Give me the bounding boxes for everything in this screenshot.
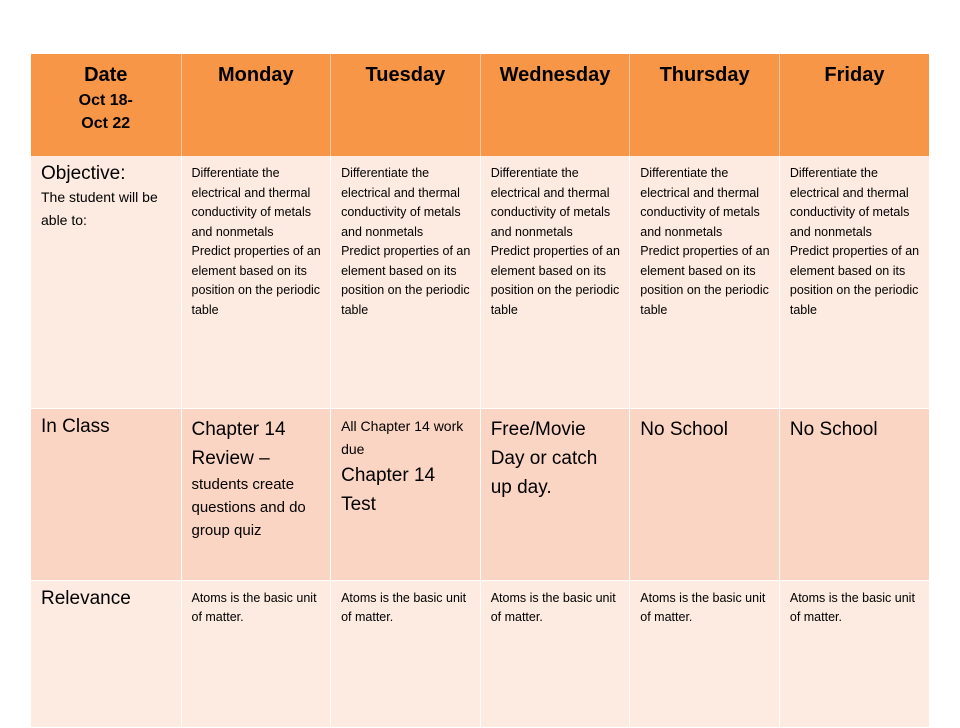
monday-activity-title: Chapter 14 Review – [191, 419, 286, 469]
in-class-label: In Class [41, 416, 110, 437]
objective-text-2: Predict properties of an element based on its position on the periodic table [341, 244, 471, 317]
lesson-plan-table [31, 54, 929, 728]
in-class-row [31, 409, 929, 581]
relevance-cell-monday [181, 581, 331, 728]
relevance-text: Atoms is the basic unit of matter. [640, 591, 766, 624]
objective-text-2: Predict properties of an element based on its position on the periodic table [789, 244, 920, 317]
relevance-label: Relevance [41, 588, 131, 609]
objective-label-cell [31, 156, 181, 409]
objective-text-2: Predict properties of an element based on its position on the periodic table [640, 244, 770, 317]
objective-cell-thursday [630, 156, 780, 409]
tuesday-activity-note: All Chapter 14 work due [341, 418, 464, 457]
date-range-start: Oct 18- [78, 92, 133, 109]
in-class-cell-thursday [630, 409, 780, 581]
objective-text-1: Differentiate the electrical and thermal conductivity of metals and nonmetals [640, 166, 760, 239]
objective-text-1: Differentiate the electrical and thermal conductivity of metals and nonmetals [789, 166, 910, 239]
relevance-cell-wednesday [480, 581, 630, 728]
relevance-cell-thursday [630, 581, 780, 728]
objective-text-2: Predict properties of an element based on its position on the periodic table [191, 244, 321, 317]
in-class-cell-monday [181, 409, 331, 581]
objective-sublabel: The student will be able to: [41, 189, 158, 228]
relevance-text: Atoms is the basic unit of matter. [490, 591, 616, 624]
objective-cell-wednesday [480, 156, 630, 409]
friday-activity: No School [789, 419, 878, 440]
header-row [31, 54, 929, 156]
relevance-text: Atoms is the basic unit of matter. [341, 591, 467, 624]
wednesday-activity: Free/Movie Day or catch up day. [490, 419, 598, 498]
relevance-row [31, 581, 929, 728]
objective-row [31, 156, 929, 409]
date-range-end: Oct 22 [81, 115, 131, 132]
in-class-label-cell [31, 409, 181, 581]
objective-cell-tuesday [331, 156, 481, 409]
objective-text-2: Predict properties of an element based on its position on the periodic table [490, 244, 620, 317]
relevance-label-cell [31, 581, 181, 728]
in-class-cell-tuesday [331, 409, 481, 581]
relevance-text: Atoms is the basic unit of matter. [789, 591, 915, 624]
objective-text-1: Differentiate the electrical and thermal conductivity of metals and nonmetals [490, 166, 611, 239]
objective-text-1: Differentiate the electrical and thermal conductivity of metals and nonmetals [341, 166, 461, 239]
objective-cell-monday [181, 156, 331, 409]
day-header-monday: Monday [181, 54, 331, 156]
relevance-cell-tuesday [331, 581, 481, 728]
objective-cell-friday [779, 156, 929, 409]
thursday-activity: No School [640, 419, 728, 440]
relevance-text: Atoms is the basic unit of matter. [191, 591, 317, 624]
objective-label: Objective: [41, 163, 126, 184]
day-header-tuesday: Tuesday [331, 54, 481, 156]
tuesday-activity-title: Chapter 14 Test [341, 465, 436, 515]
monday-activity-detail: students create questions and do group quiz [191, 476, 306, 539]
objective-text-1: Differentiate the electrical and thermal conductivity of metals and nonmetals [191, 166, 311, 239]
day-header-friday: Friday [779, 54, 929, 156]
date-header [31, 54, 181, 156]
relevance-cell-friday [779, 581, 929, 728]
in-class-cell-wednesday [480, 409, 630, 581]
day-header-wednesday: Wednesday [480, 54, 630, 156]
in-class-cell-friday [779, 409, 929, 581]
day-header-thursday: Thursday [630, 54, 780, 156]
date-label: Date [84, 64, 128, 86]
